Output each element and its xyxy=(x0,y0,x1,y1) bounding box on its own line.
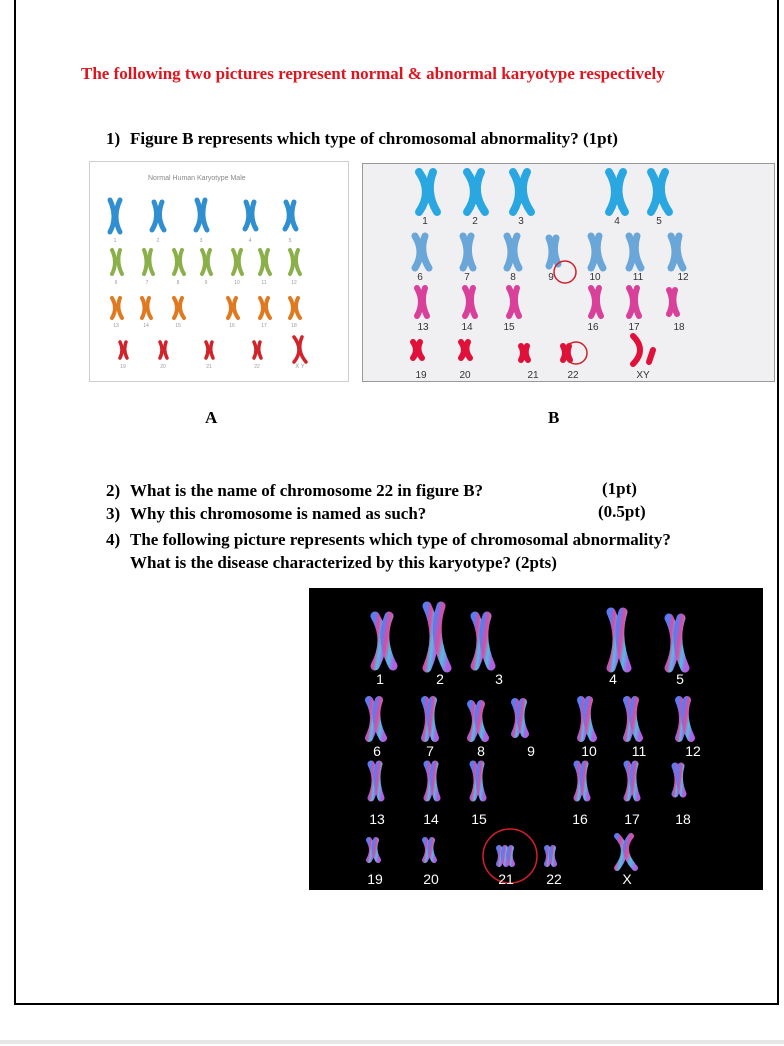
chromosome-label: XY xyxy=(636,370,650,381)
chromosome-label: 18 xyxy=(675,811,691,827)
chromosome-label: 11 xyxy=(631,743,647,759)
chromosome-label: 11 xyxy=(261,280,267,286)
chromosome-label: 21 xyxy=(498,871,514,887)
chromosome-label: 13 xyxy=(369,811,385,827)
chromosome-label: 15 xyxy=(471,811,487,827)
chromosome-label: 5 xyxy=(288,238,292,244)
chromosome-label: 10 xyxy=(234,280,240,286)
question-2: 2) What is the name of chromosome 22 in figure B? xyxy=(106,481,484,500)
chromosome-label: 6 xyxy=(114,280,118,286)
chromosome-label: 16 xyxy=(587,322,599,333)
chromosome-label: 4 xyxy=(614,216,620,227)
chromosome-label: 9 xyxy=(527,743,535,759)
chromosome-label: 14 xyxy=(423,811,439,827)
chromosome-label: 5 xyxy=(656,216,662,227)
chromosome-label: 4 xyxy=(248,238,252,244)
chromosome-label: 10 xyxy=(589,272,601,283)
chromosome-label: 20 xyxy=(459,370,471,381)
chromosome-label: 18 xyxy=(291,323,297,329)
chromosome-label: 2 xyxy=(472,216,478,227)
chromosome-label: 14 xyxy=(143,323,149,329)
caption-a: A xyxy=(205,408,218,427)
chromosome-label: 9 xyxy=(204,280,208,286)
chromosome-label: 3 xyxy=(495,671,503,687)
chromosome-label: 22 xyxy=(254,364,260,370)
chromosome-label: 19 xyxy=(367,871,383,887)
chromosome-label: 21 xyxy=(206,364,212,370)
figure-a-title: Normal Human Karyotype Male xyxy=(148,175,246,182)
question-1: 1) Figure B represents which type of chromosomal abnormality? (1pt) xyxy=(106,129,618,148)
chromosome-label: 1 xyxy=(376,671,384,687)
chromosome-label: 13 xyxy=(113,323,119,329)
chromosome-label: 7 xyxy=(426,743,434,759)
chromosome-label: 3 xyxy=(518,216,524,227)
chromosome-label: X Y xyxy=(295,364,305,370)
figure-b-abnormal-karyotype xyxy=(362,163,775,382)
chromosome-label: 14 xyxy=(461,322,473,333)
chromosome-label: 7 xyxy=(464,272,470,283)
chromosome-label: 20 xyxy=(160,364,166,370)
figure-a-image xyxy=(90,162,348,381)
intro-text: The following two pictures represent normal & abnormal karyotype respectively xyxy=(81,64,665,83)
question-4: 4) The following picture represents which type of chromosomal abnormality? What is the disease characterized by this karyotype? (2pts) xyxy=(106,530,671,572)
chromosome-label: 19 xyxy=(415,370,427,381)
chromosome-label: 22 xyxy=(567,370,579,381)
chromosome-label: 19 xyxy=(120,364,126,370)
figure-c-karyotype xyxy=(309,588,763,890)
chromosome-label: 9 xyxy=(548,272,554,283)
chromosome-label: 12 xyxy=(291,280,297,286)
chromosome-label: 1 xyxy=(422,216,428,227)
chromosome-label: 8 xyxy=(477,743,485,759)
chromosome-label: 6 xyxy=(373,743,381,759)
chromosome-label: 16 xyxy=(229,323,235,329)
chromosome-label: 16 xyxy=(572,811,588,827)
chromosome-label: 11 xyxy=(632,272,644,283)
chromosome-label: 22 xyxy=(546,871,562,887)
chromosome-label: 7 xyxy=(145,280,149,286)
question-2-points: (1pt) xyxy=(602,479,637,498)
chromosome-label: 3 xyxy=(199,238,203,244)
chromosome-label: 5 xyxy=(676,671,684,687)
question-3: 3) Why this chromosome is named as such? xyxy=(106,504,427,523)
chromosome-label: 10 xyxy=(581,743,597,759)
footer-divider xyxy=(0,1040,784,1044)
chromosome-label: 20 xyxy=(423,871,439,887)
question-3-points: (0.5pt) xyxy=(598,502,646,521)
chromosome-label: 18 xyxy=(673,322,685,333)
figure-a-normal-karyotype xyxy=(89,161,349,382)
chromosome-label: 8 xyxy=(176,280,180,286)
caption-b: B xyxy=(548,408,560,427)
chromosome-label: 15 xyxy=(175,323,181,329)
chromosome-label: 1 xyxy=(113,238,117,244)
chromosome-label: 8 xyxy=(510,272,516,283)
chromosome-label: 17 xyxy=(261,323,267,329)
chromosome-label: 2 xyxy=(156,238,160,244)
chromosome-label: 21 xyxy=(527,370,539,381)
chromosome-label: 12 xyxy=(677,272,689,283)
chromosome-label: 4 xyxy=(609,671,617,687)
chromosome-label: 2 xyxy=(436,671,444,687)
chromosome-label: 17 xyxy=(628,322,640,333)
chromosome-label: 17 xyxy=(624,811,640,827)
figure-b-image xyxy=(363,164,774,381)
chromosome-label: 12 xyxy=(685,743,701,759)
chromosome-label: 13 xyxy=(417,322,429,333)
chromosome-label: 6 xyxy=(417,272,423,283)
chromosome-label: 15 xyxy=(503,322,515,333)
highlight-circle-9 xyxy=(554,261,576,283)
figure-c-image xyxy=(309,588,763,890)
chromosome-label: X xyxy=(622,871,632,887)
